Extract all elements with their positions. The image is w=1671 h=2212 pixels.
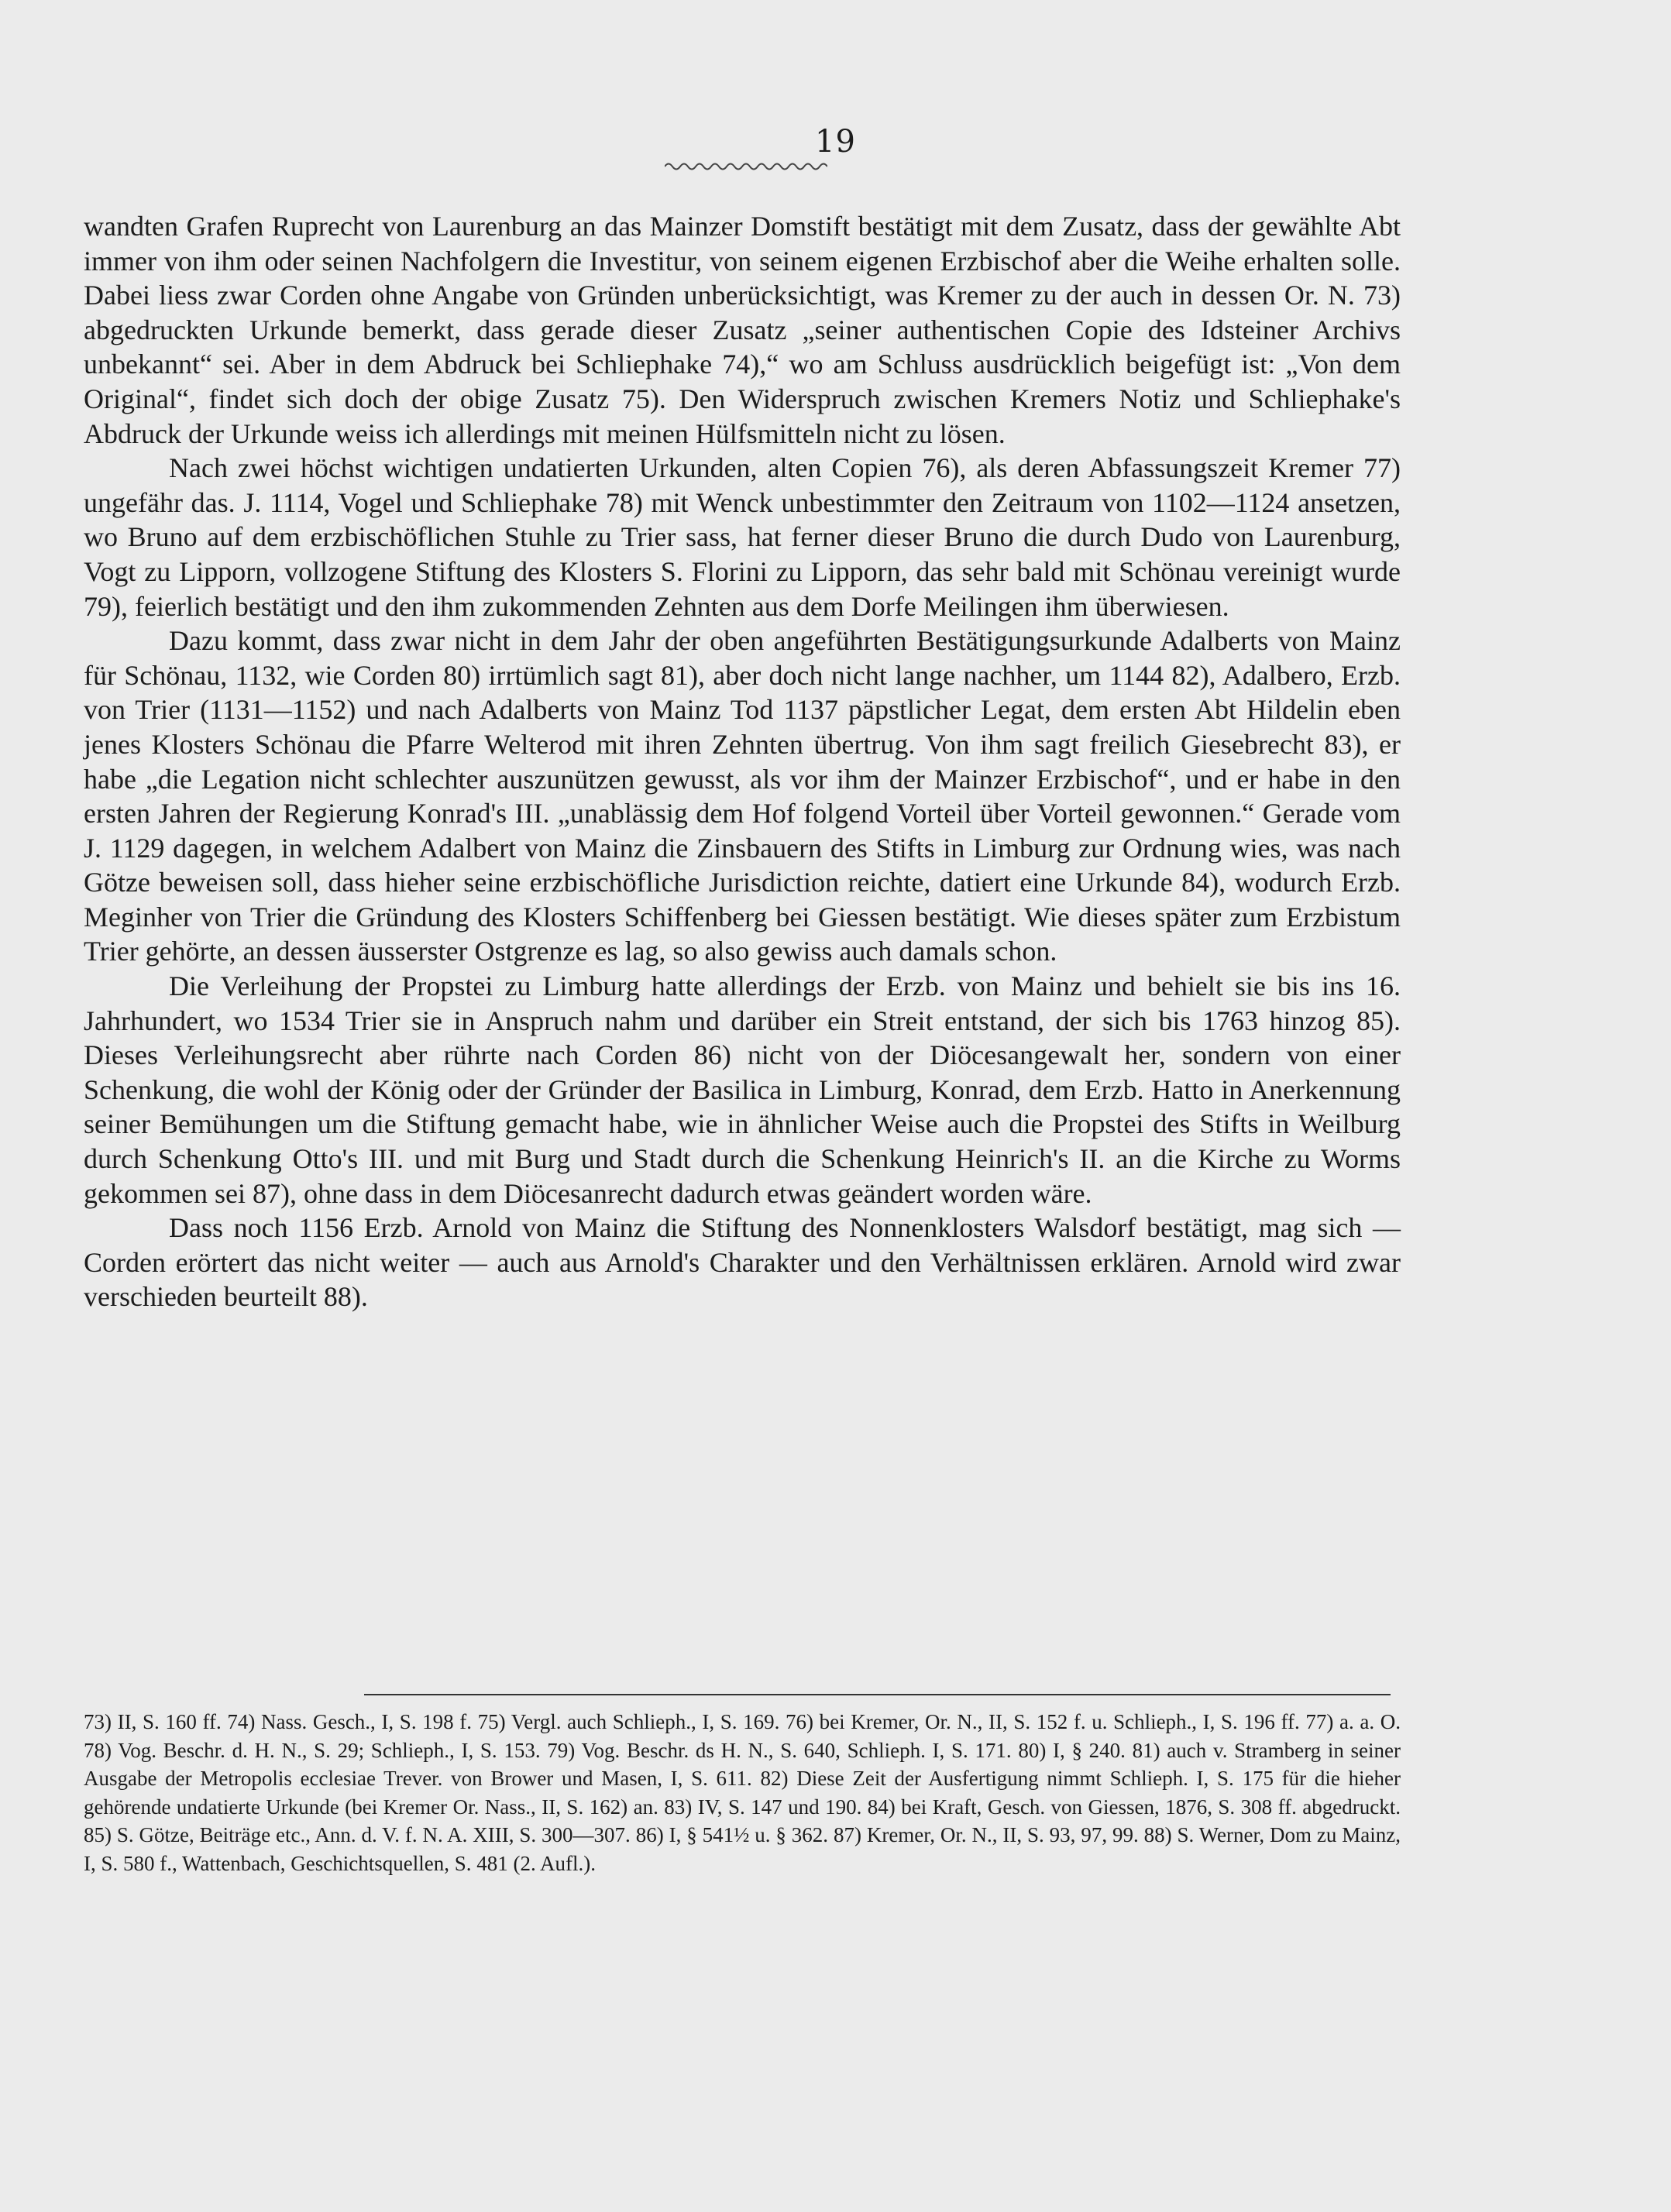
paragraph-2: Nach zwei höchst wichtigen undatierten Urkunden, alten Copien 76), als deren Abfassungszeit Kremer 77) ungefähr das. J. 1114, Vogel und Schliephake 78) mit Wenck unbestimmter den Zeitraum von 1102—1124 ansetzen, wo Bruno auf dem erzbischöflichen Stuhle zu Trier sass, hat ferner dieser Bruno die durch Dudo von Laurenburg, Vogt zu Lipporn, vollzogene Stiftung des Klosters S. Florini zu Lipporn, das sehr bald mit Schönau vereinigt wurde 79), feierlich bestätigt und den ihm zukommenden Zehnten aus dem Dorfe Meilingen ihm überwiesen. xyxy=(84,452,1401,622)
footnotes xyxy=(84,1708,1401,1878)
wavy-rule-ornament xyxy=(665,160,827,173)
paragraph-5: Dass noch 1156 Erzb. Arnold von Mainz die Stiftung des Nonnenklosters Walsdorf bestätigt, mag sich — Corden erörtert das nicht weiter — auch aus Arnold's Charakter und den Verhältnissen erklären. Arnold wird zwar verschieden beurteilt 88). xyxy=(84,1212,1401,1313)
main-text xyxy=(84,209,1401,1314)
page-number: 19 xyxy=(815,124,856,160)
paragraph-1: wandten Grafen Ruprecht von Laurenburg an das Mainzer Domstift bestätigt mit dem Zusatz, dass der gewählte Abt immer von ihm oder seinen Nachfolgern die Investitur, von seinem eigenen Erzbischof aber die Weihe erhalten solle. Dabei liess zwar Corden ohne Angabe von Gründen unberücksichtigt, was Kremer zu der auch in dessen Or. N. 73) abgedruckten Urkunde bemerkt, dass gerade dieser Zusatz „seiner authentischen Copie des Idsteiner Archivs unbekannt“ sei. Aber in dem Abdruck bei Schliephake 74),“ wo am Schluss ausdrücklich beigefügt ist: „Von dem Original“, findet sich doch der obige Zusatz 75). Den Widerspruch zwischen Kremers Notiz und Schliephake's Abdruck der Urkunde weiss ich allerdings mit meinen Hülfsmitteln nicht zu lösen. xyxy=(84,211,1401,449)
paragraph-3: Dazu kommt, dass zwar nicht in dem Jahr der oben angeführten Bestätigungsurkunde Adalberts von Mainz für Schönau, 1132, wie Corden 80) irrtümlich sagt 81), aber doch nicht lange nachher, um 1144 82), Adalbero, Erzb. von Trier (1131—1152) und nach Adalberts von Mainz Tod 1137 päpstlicher Legat, dem ersten Abt Hildelin eben jenes Klosters Schönau die Pfarre Welterod mit ihren Zehnten übertrug. Von ihm sagt freilich Giesebrecht 83), er habe „die Legation nicht schlechter auszunützen gewusst, als vor ihm der Mainzer Erzbischof“, und er habe in den ersten Jahren der Regierung Konrad's III. „unablässig dem Hof folgend Vorteil über Vorteil gewonnen.“ Gerade vom J. 1129 dagegen, in welchem Adalbert von Mainz die Zinsbauern des Stifts in Limburg zur Ordnung wies, was nach Götze beweisen soll, dass hieher seine erzbischöfliche Jurisdiction reichte, datiert eine Urkunde 84), wodurch Erzb. Meginher von Trier die Gründung des Klosters Schiffenberg bei Giessen bestätigt. Wie dieses später zum Erzbistum Trier gehörte, an dessen äusserster Ostgrenze es lag, so also gewiss auch damals schon. xyxy=(84,625,1401,967)
footnotes-text: 73) II, S. 160 ff. 74) Nass. Gesch., I, S. 198 f. 75) Vergl. auch Schlieph., I, S. 169. 76) bei Kremer, Or. N., II, S. 152 f. u. Schlieph., I, S. 196 ff. 77) a. a. O. 78) Vog. Beschr. d. H. N., S. 29; Schlieph., I, S. 153. 79) Vog. Beschr. ds H. N., S. 640, Schlieph. I, S. 171. 80) I, § 240. 81) auch v. Stramberg in seiner Ausgabe der Metropolis ecclesiae Trever. von Brower und Masen, I, S. 611. 82) Diese Zeit der Ausfertigung nimmt Schlieph. I, S. 175 für die hieher gehörende undatierte Urkunde (bei Kremer Or. Nass., II, S. 162) an. 83) IV, S. 147 und 190. 84) bei Kraft, Gesch. von Giessen, 1876, S. 308 ff. abgedruckt. 85) S. Götze, Beiträge etc., Ann. d. V. f. N. A. XIII, S. 300—307. 86) I, § 541½ u. § 362. 87) Kremer, Or. N., II, S. 93, 97, 99. 88) S. Werner, Dom zu Mainz, I, S. 580 f., Wattenbach, Geschichtsquellen, S. 481 (2. Aufl.). xyxy=(84,1710,1401,1875)
footnote-divider xyxy=(364,1694,1391,1695)
paragraph-4: Die Verleihung der Propstei zu Limburg hatte allerdings der Erzb. von Mainz und behielt sie bis ins 16. Jahrhundert, wo 1534 Trier sie in Anspruch nahm und darüber ein Streit entstand, der sich bis 1763 hinzog 85). Dieses Verleihungsrecht aber rührte nach Corden 86) nicht von der Diöcesangewalt her, sondern von einer Schenkung, die wohl der König oder der Gründer der Basilica in Limburg, Konrad, dem Erzb. Hatto in Anerkennung seiner Bemühungen um die Stiftung gemacht habe, wie in ähnlicher Weise auch die Propstei des Stifts in Weilburg durch Schenkung Otto's III. und mit Burg und Stadt durch die Schenkung Heinrich's II. an die Kirche zu Worms gekommen sei 87), ohne dass in dem Diöcesanrecht dadurch etwas geändert worden wäre. xyxy=(84,970,1401,1209)
